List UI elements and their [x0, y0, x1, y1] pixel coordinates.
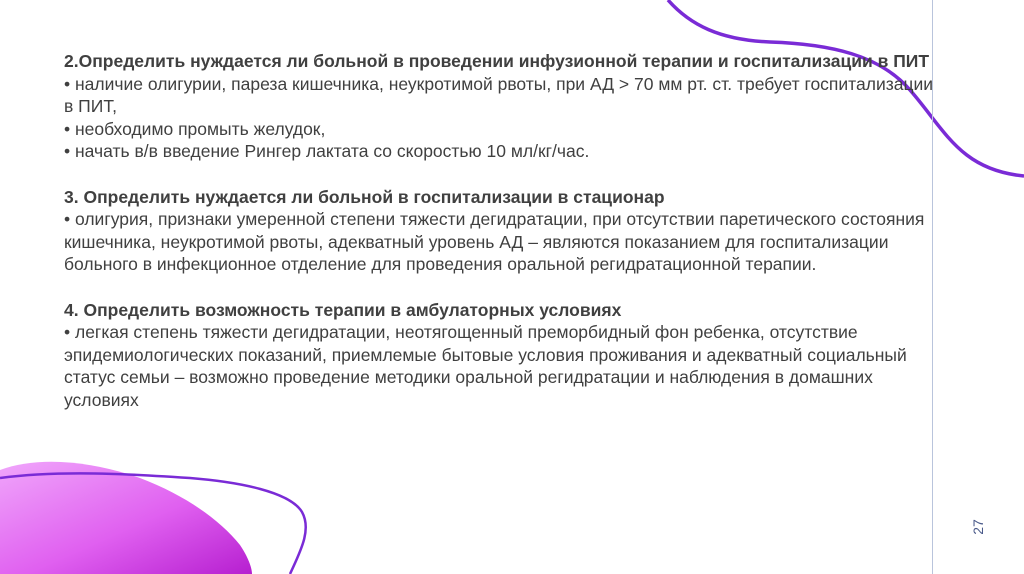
bullet-item: • начать в/в введение Рингер лактата со скоростью 10 мл/кг/час. [64, 141, 590, 162]
pink-blob-shape [0, 462, 252, 574]
section-hospitalization [64, 186, 934, 276]
section-heading: 3. Определить нуждается ли больной в госпитализации в стационар [64, 186, 665, 207]
bullet-item: • легкая степень тяжести дегидратации, неотягощенный преморбидный фон ребенка, отсутствие эпидемиологических показаний, приемлемые бытовые условия проживания и адекватный социальный статус семьи – возможно проведение методики оральной регидратации и наблюдения в домашних условиях [64, 322, 907, 410]
bullet-item: • наличие олигурии, пареза кишечника, неукротимой рвоты, при АД > 70 мм рт. ст. требует госпитализации в ПИТ, [64, 73, 934, 117]
bullet-item: • необходимо промыть желудок, [64, 118, 326, 139]
section-heading: 2.Определить нуждается ли больной в проведении инфузионной терапии и госпитализации в ПИТ [64, 51, 930, 71]
section-heading: 4. Определить возможность терапии в амбулаторных условиях [64, 299, 622, 320]
section-infusion [64, 50, 934, 163]
section-outpatient [64, 299, 934, 412]
page-number: 27 [970, 519, 986, 535]
slide-content [64, 50, 934, 434]
bullet-item: • олигурия, признаки умеренной степени тяжести дегидратации, при отсутствии паретического состояния кишечника, неукротимой рвоты, адекватный уровень АД – являются показанием для госпитализации больного в инфекционное отделение для проведения оральной регидратационной терапии. [64, 209, 925, 275]
